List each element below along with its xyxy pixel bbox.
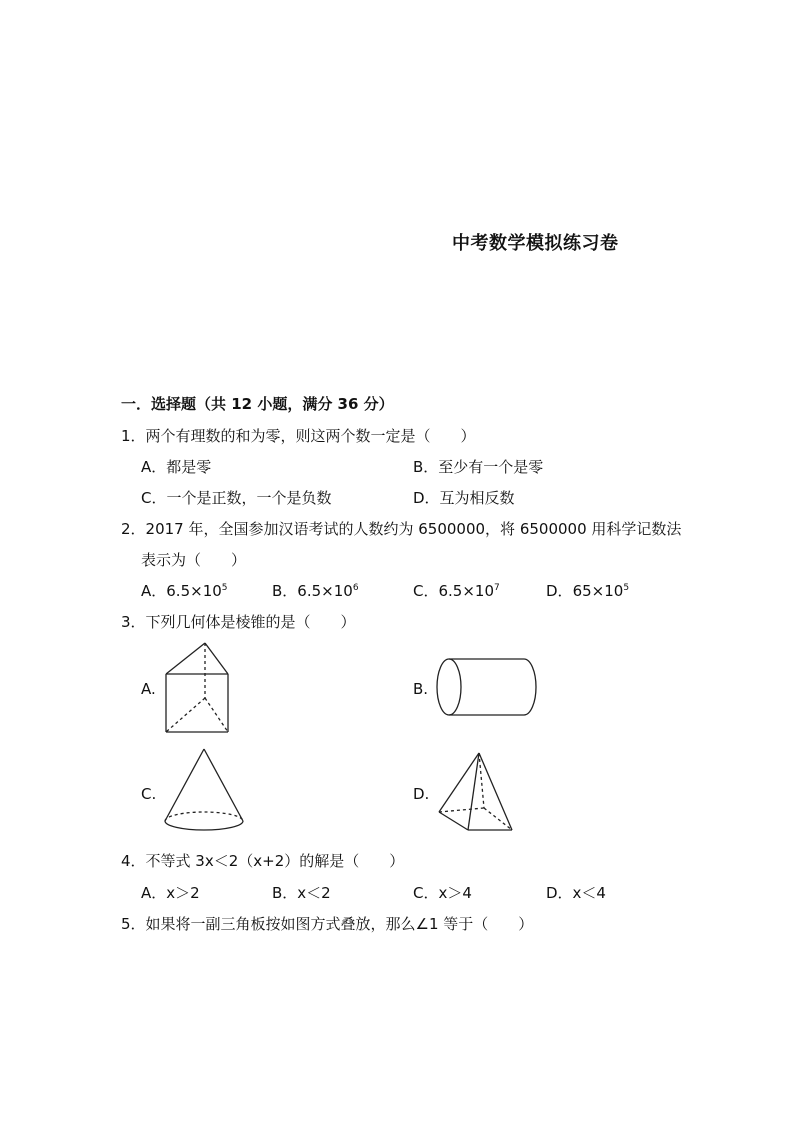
question-3-option-c-label: C. <box>141 785 157 803</box>
question-1-option-a: A．都是零 <box>141 458 212 476</box>
question-1-stem: 1．两个有理数的和为零，则这两个数一定是（ ） <box>121 427 476 445</box>
question-2-stem-line2: 表示为（ ） <box>141 551 247 569</box>
question-3-option-d-label: D. <box>413 785 430 803</box>
question-2-option-a: A．$6.5\times 10^5$ <box>141 582 228 600</box>
question-1-option-c: C．一个是正数，一个是负数 <box>141 489 332 507</box>
question-4-option-b: B．x＜2 <box>272 884 331 902</box>
pyramid-figure <box>436 750 516 836</box>
section-heading: 一．选择题（共 12 小题，满分 36 分） <box>121 395 394 413</box>
question-3-option-a-label: A. <box>141 680 156 698</box>
question-2-stem-line1: 2．2017 年，全国参加汉语考试的人数约为 6500000，将 6500000 用科学记数法 <box>121 520 682 538</box>
page-title: 中考数学模拟练习卷 <box>452 233 619 254</box>
question-4-option-c: C．x＞4 <box>413 884 472 902</box>
question-4-stem: 4．不等式 3x＜2（x+2）的解是（ ） <box>121 852 405 870</box>
question-3-stem: 3．下列几何体是棱锥的是（ ） <box>121 613 356 631</box>
question-2-option-d: D．$65\times 10^5$ <box>546 582 630 600</box>
question-2-option-c: C．$6.5\times 10^7$ <box>413 582 500 600</box>
question-2-option-b: B．$6.5\times 10^6$ <box>272 582 359 600</box>
question-4-option-a: A．x＞2 <box>141 884 200 902</box>
question-3-option-b-label: B. <box>413 680 429 698</box>
question-1-option-d: D．互为相反数 <box>413 489 515 507</box>
cylinder-figure <box>436 656 540 718</box>
triangular-prism-figure <box>160 638 240 738</box>
question-4-option-d: D．x＜4 <box>546 884 606 902</box>
question-1-option-b: B．至少有一个是零 <box>413 458 544 476</box>
cone-figure <box>162 745 246 835</box>
question-5-stem: 5．如果将一副三角板按如图方式叠放，那么∠1 等于（ ） <box>121 915 534 933</box>
